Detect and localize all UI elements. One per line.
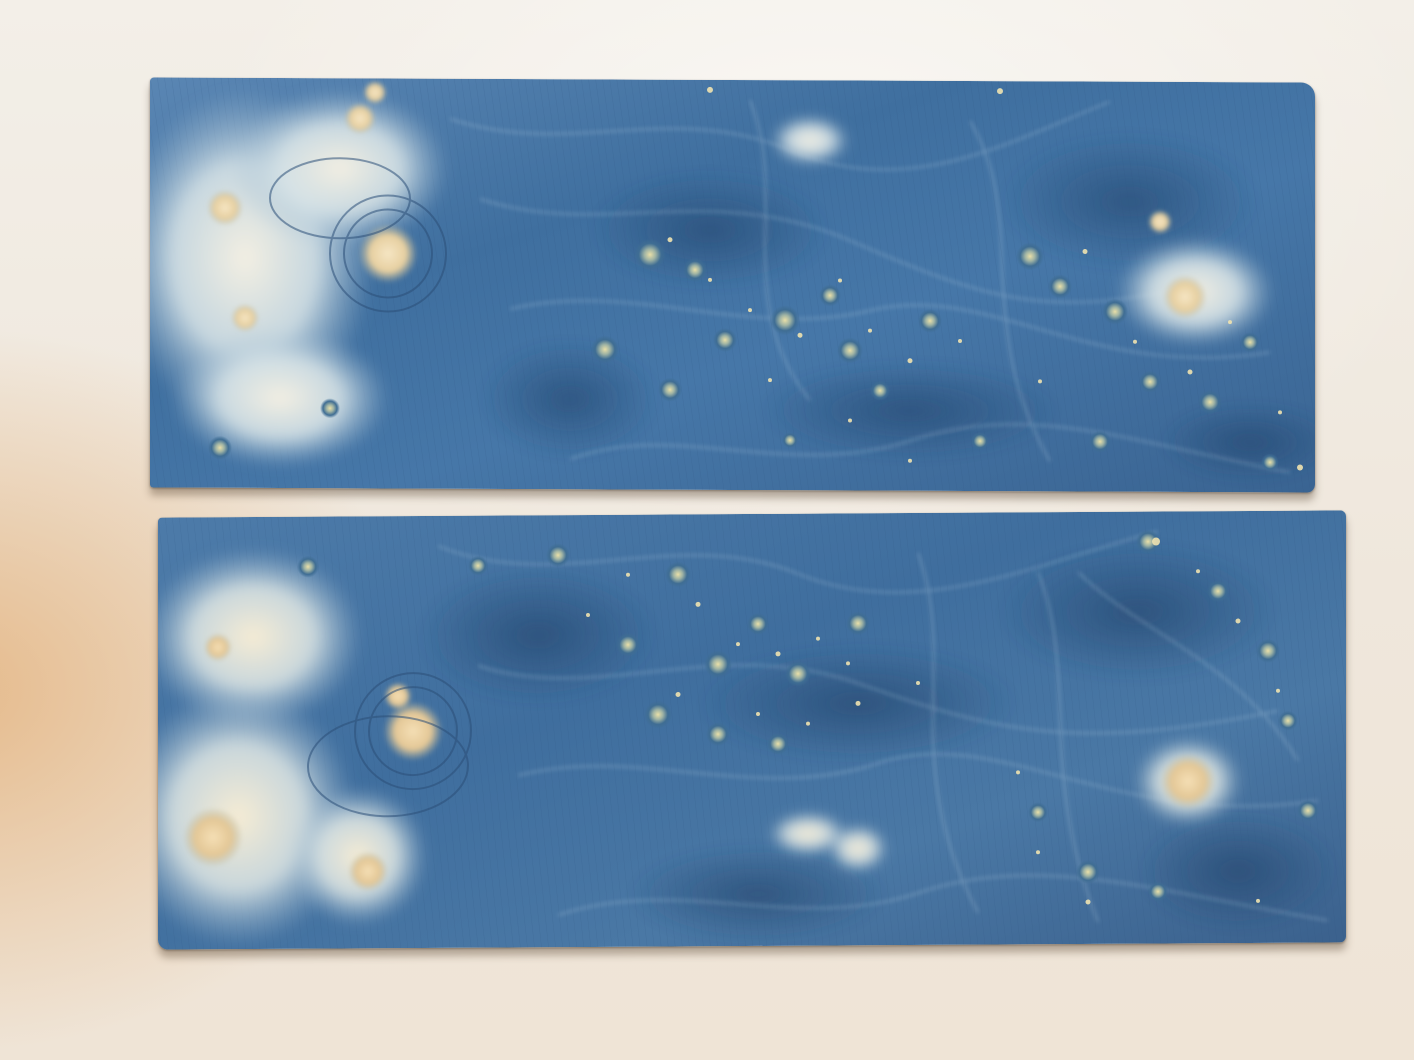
wood-blank-bottom [158, 510, 1346, 949]
wood-blank-top [150, 77, 1315, 492]
wood-blank-bottom-texture [158, 510, 1346, 949]
wood-blank-top-texture [150, 77, 1315, 492]
